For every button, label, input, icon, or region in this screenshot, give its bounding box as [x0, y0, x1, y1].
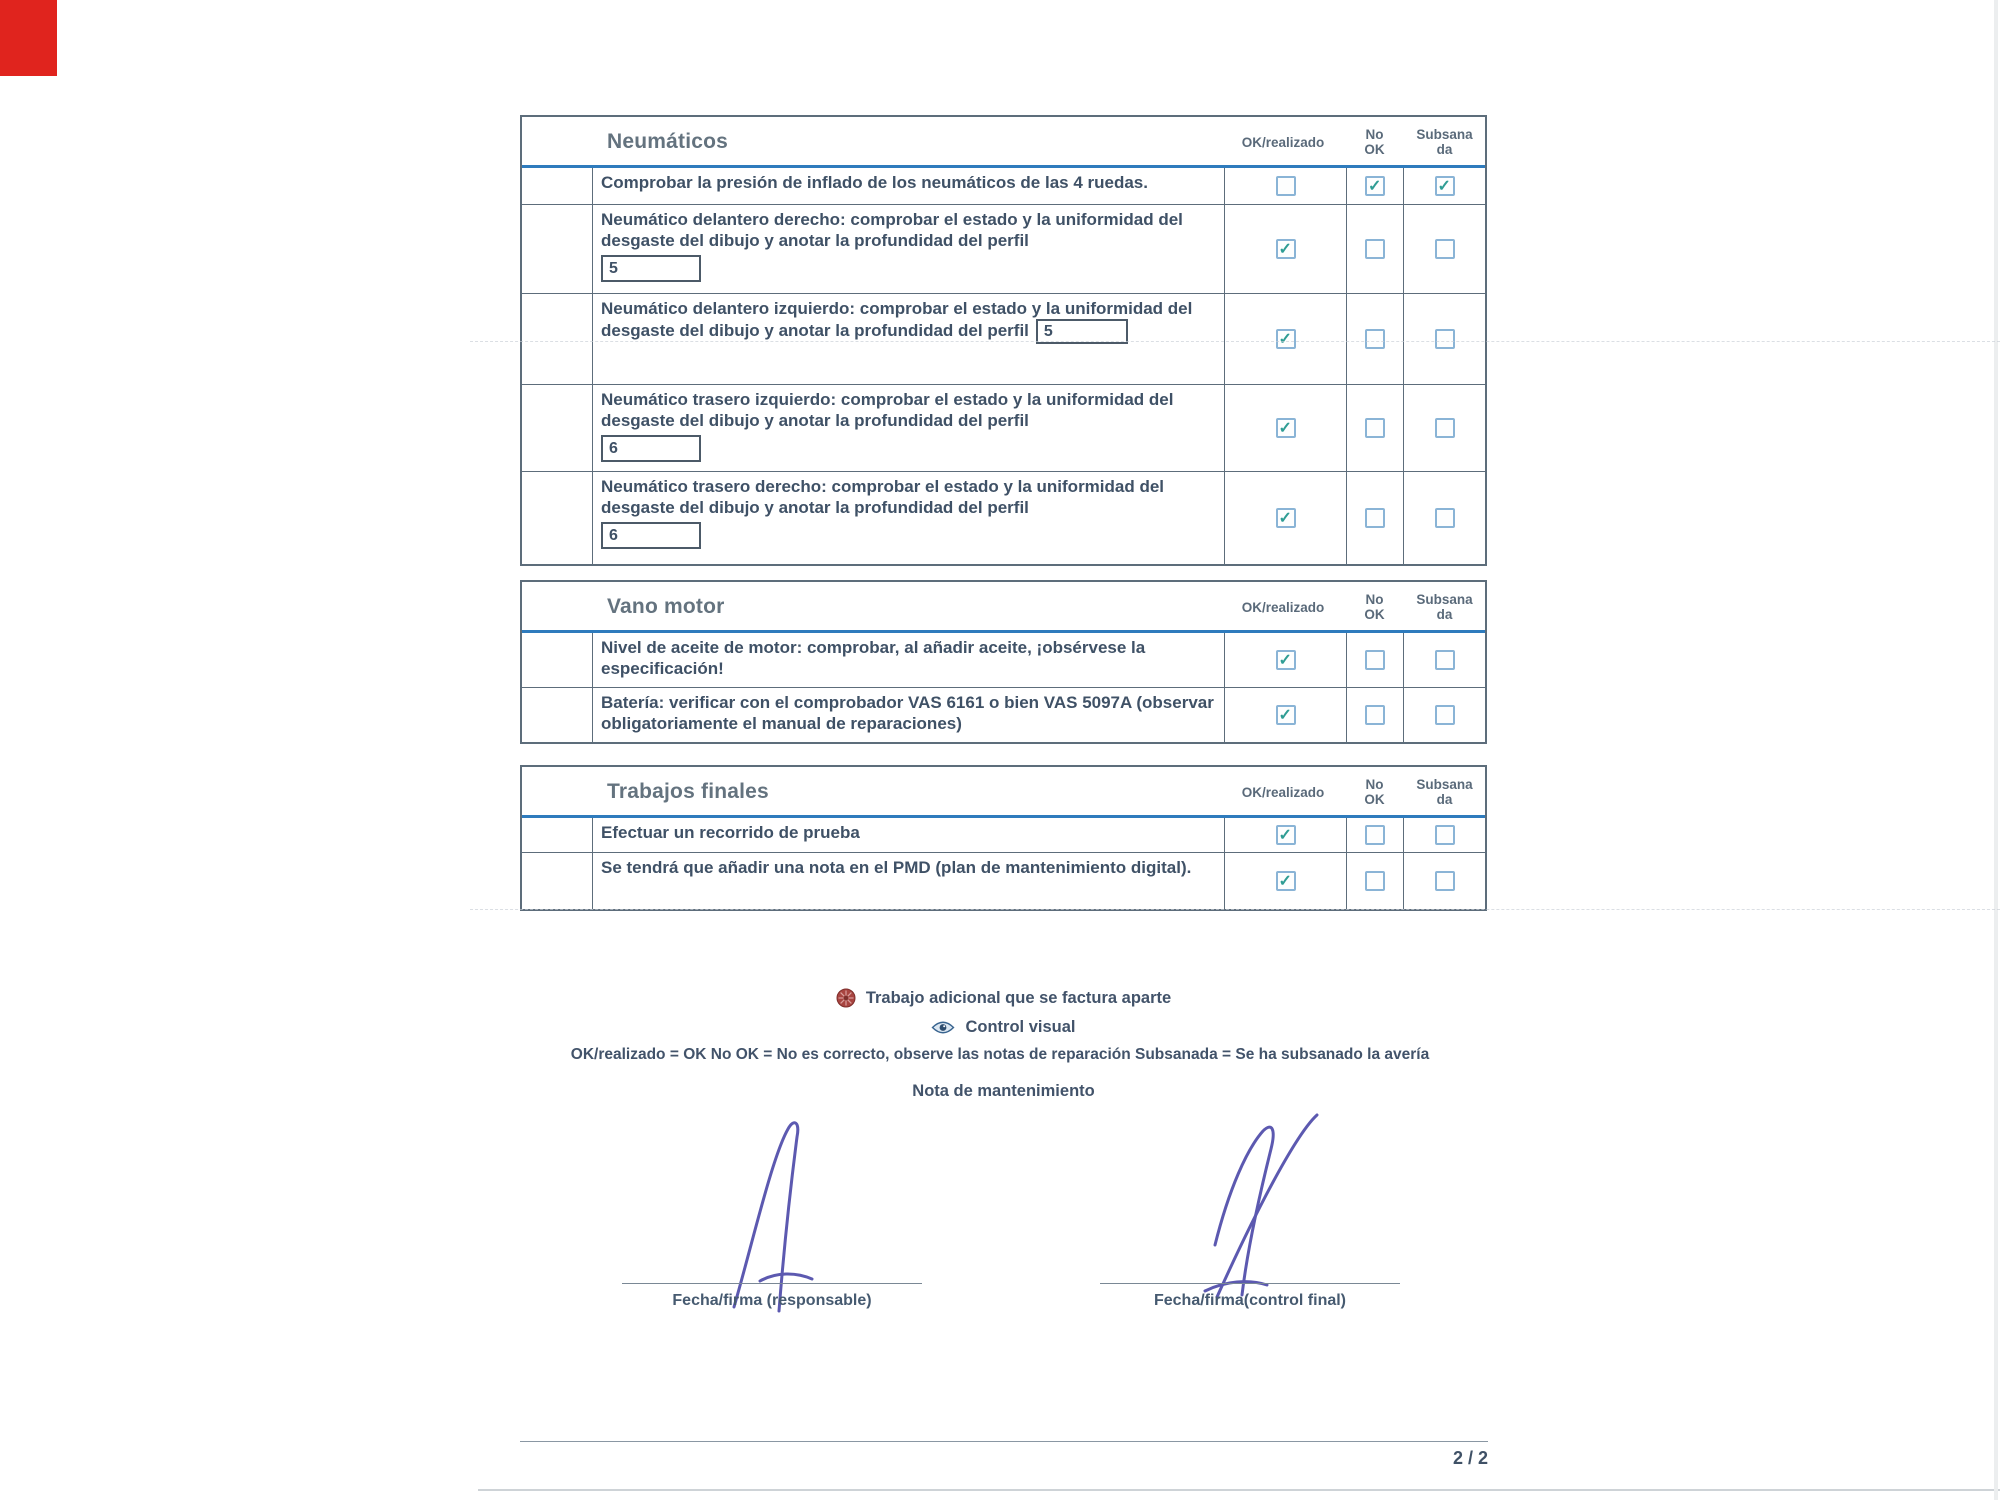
row-text: Efectuar un recorrido de prueba	[601, 823, 860, 843]
checkbox-ok-realizado[interactable]	[1276, 650, 1296, 670]
checkbox-ok-realizado[interactable]	[1276, 239, 1296, 259]
row-text: Neumático delantero derecho: comprobar el estado y la uniformidad del desgaste del dibujo y anotar la profundidad del perfil	[601, 210, 1183, 251]
signature-line	[622, 1283, 922, 1284]
legend-visual-check	[520, 1018, 1487, 1037]
column-header-subsanada: Subsanada	[1416, 592, 1473, 623]
legend-additional-work	[520, 988, 1487, 1008]
table-title: Neumáticos	[607, 130, 729, 154]
checkbox-ok-realizado[interactable]	[1276, 329, 1296, 349]
checkbox-no-ok[interactable]	[1365, 418, 1385, 438]
table-row	[522, 204, 1485, 293]
table-row	[522, 818, 1485, 852]
column-header-ok-realizado: OK/realizado	[1241, 599, 1325, 615]
legend-visual-check-label: Control visual	[965, 1018, 1076, 1036]
checkbox-no-ok[interactable]	[1365, 871, 1385, 891]
checkbox-no-ok[interactable]	[1365, 176, 1385, 196]
table-row	[522, 633, 1485, 687]
checkbox-subsanada[interactable]	[1435, 176, 1455, 196]
checkbox-no-ok[interactable]	[1365, 239, 1385, 259]
checkbox-ok-realizado[interactable]	[1276, 871, 1296, 891]
column-header-subsanada: Subsanada	[1416, 777, 1473, 808]
signature-responsable	[700, 1115, 860, 1315]
table-header	[522, 582, 1485, 630]
row-text: Nivel de aceite de motor: comprobar, al añadir aceite, ¡obsérvese la especificación!	[601, 638, 1146, 679]
column-header-no-ok: No OK	[1364, 127, 1385, 158]
legend-key-line: OK/realizado = OK No OK = No es correcto, observe las notas de reparación Subsanada = Se ha subsanado la avería	[570, 1046, 1430, 1063]
checkbox-no-ok[interactable]	[1365, 329, 1385, 349]
table-row	[522, 384, 1485, 471]
scan-red-corner-artifact	[0, 0, 57, 76]
row-text: Neumático trasero izquierdo: comprobar el estado y la uniformidad del desgaste del dibujo y anotar la profundidad del perfil	[601, 390, 1174, 431]
row-text: Batería: verificar con el comprobador VAS 6161 o bien VAS 5097A (observar obligatoriamente el manual de reparaciones)	[601, 693, 1214, 734]
note-cell	[522, 385, 593, 471]
profile-depth-input[interactable]: 5	[601, 255, 701, 282]
column-header-ok-realizado: OK/realizado	[1241, 134, 1325, 150]
footer-divider	[520, 1441, 1488, 1442]
checkbox-no-ok[interactable]	[1365, 825, 1385, 845]
checkbox-ok-realizado[interactable]	[1276, 705, 1296, 725]
checkbox-no-ok[interactable]	[1365, 705, 1385, 725]
table-row	[522, 687, 1485, 742]
checkbox-ok-realizado[interactable]	[1276, 508, 1296, 528]
checkbox-subsanada[interactable]	[1435, 650, 1455, 670]
checkbox-subsanada[interactable]	[1435, 825, 1455, 845]
signature-label-responsable: Fecha/firma (responsable)	[672, 1292, 872, 1309]
checkbox-no-ok[interactable]	[1365, 508, 1385, 528]
checkbox-ok-realizado[interactable]	[1276, 176, 1296, 196]
profile-depth-input[interactable]: 6	[601, 435, 701, 462]
table-title: Trabajos finales	[607, 780, 769, 804]
row-text: Neumático trasero derecho: comprobar el estado y la uniformidad del desgaste del dibujo y anotar la profundidad del perfil	[601, 477, 1165, 518]
table-row	[522, 293, 1485, 384]
checkbox-subsanada[interactable]	[1435, 418, 1455, 438]
column-header-ok-realizado: OK/realizado	[1241, 784, 1325, 800]
table-row	[522, 168, 1485, 204]
table-row	[522, 471, 1485, 564]
checkbox-subsanada[interactable]	[1435, 871, 1455, 891]
row-text: Neumático delantero izquierdo: comprobar el estado y la uniformidad del desgaste del dibujo y anotar la profundidad del perfil	[601, 299, 1193, 341]
note-cell	[522, 633, 593, 687]
scan-artifact-line	[470, 909, 2000, 910]
table-trabajos-finales	[520, 765, 1487, 911]
table-header	[522, 117, 1485, 165]
note-cell	[522, 472, 593, 564]
page-number: 2 / 2	[1452, 1448, 1488, 1468]
maintenance-note-title: Nota de mantenimiento	[912, 1082, 1095, 1100]
column-header-subsanada: Subsanada	[1416, 127, 1473, 158]
checkbox-subsanada[interactable]	[1435, 239, 1455, 259]
column-header-no-ok: No OK	[1364, 777, 1385, 808]
row-text: Se tendrá que añadir una nota en el PMD (plan de mantenimiento digital).	[601, 858, 1192, 878]
note-cell	[522, 168, 593, 204]
checkbox-ok-realizado[interactable]	[1276, 825, 1296, 845]
note-cell	[522, 818, 593, 852]
legend-additional-work-label: Trabajo adicional que se factura aparte	[865, 988, 1172, 1007]
checkbox-ok-realizado[interactable]	[1276, 418, 1296, 438]
signature-control-final	[1145, 1105, 1345, 1305]
note-cell	[522, 205, 593, 293]
row-text: Comprobar la presión de inflado de los neumáticos de las 4 ruedas.	[601, 173, 1148, 193]
checkbox-subsanada[interactable]	[1435, 329, 1455, 349]
table-header	[522, 767, 1485, 815]
scan-artifact-line	[470, 341, 2000, 342]
note-cell	[522, 294, 593, 384]
profile-depth-input[interactable]: 5	[1036, 319, 1128, 344]
checkbox-subsanada[interactable]	[1435, 705, 1455, 725]
additional-work-icon	[836, 988, 856, 1008]
column-header-no-ok: No OK	[1364, 592, 1385, 623]
profile-depth-input[interactable]: 6	[601, 522, 701, 549]
note-cell	[522, 853, 593, 909]
scan-artifact-edge	[1994, 0, 1998, 1500]
scan-artifact-line	[478, 1489, 2000, 1491]
table-row	[522, 852, 1485, 909]
table-vano-motor	[520, 580, 1487, 744]
eye-icon	[931, 1020, 955, 1035]
checkbox-subsanada[interactable]	[1435, 508, 1455, 528]
checkbox-no-ok[interactable]	[1365, 650, 1385, 670]
signature-line	[1100, 1283, 1400, 1284]
table-title: Vano motor	[607, 595, 725, 619]
signature-label-control-final: Fecha/firma(control final)	[1153, 1292, 1347, 1309]
note-cell	[522, 688, 593, 742]
